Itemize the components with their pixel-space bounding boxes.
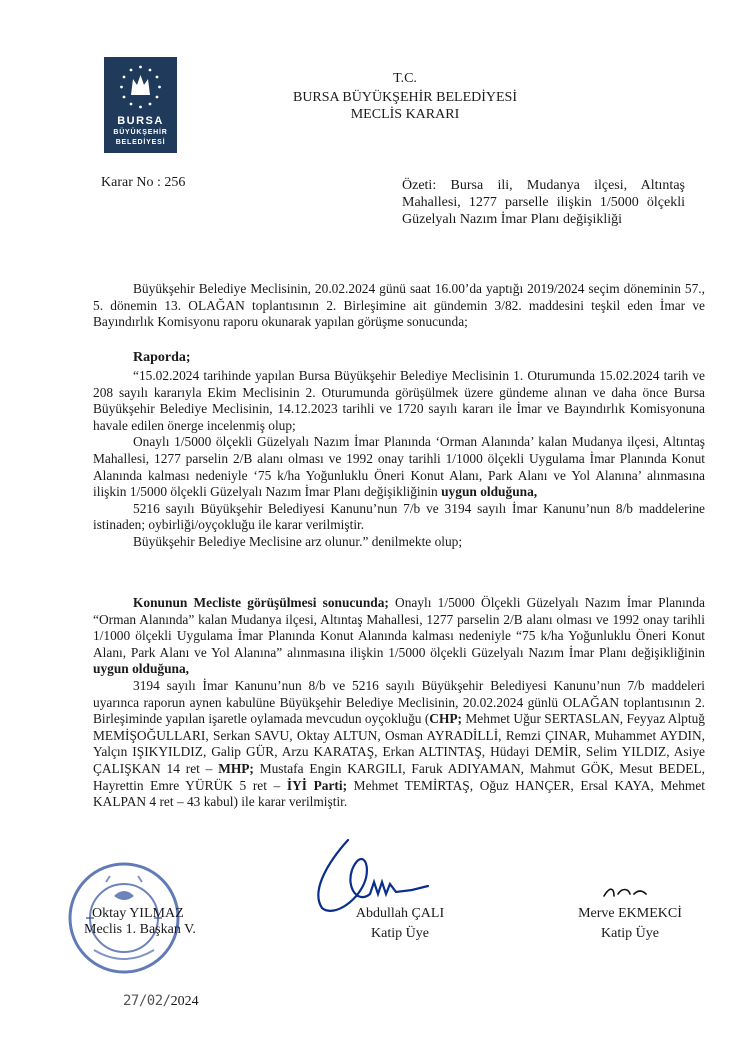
- header-tc: T.C.: [393, 71, 417, 86]
- council-paragraph-1: [93, 595, 705, 678]
- signer-center-role: Katip Üye: [371, 926, 429, 941]
- signer-right-role: Katip Üye: [601, 926, 659, 941]
- decision-number: Karar No : 256: [101, 175, 186, 190]
- signer-center-name: Abdullah ÇALI: [355, 906, 445, 921]
- signer-left-role: Meclis 1. Başkan V.: [84, 922, 196, 937]
- signer-right-name: Merve EKMEKCİ: [578, 906, 682, 921]
- decision-summary: Özeti: Bursa ili, Mudanya ilçesi, Altıntaş Mahallesi, 1277 parselle ilişkin 1/5000 ölçekli Güzelyalı Nazım İmar Planı değişikliği: [402, 178, 685, 227]
- signature-right-icon: [600, 884, 650, 902]
- report-paragraph-3: 5216 sayılı Büyükşehir Belediyesi Kanunu’nun 7/b ve 3194 sayılı İmar Kanunu’nun 8/b maddelerine istinaden; oybirliği/oyçokluğu ile karar verilmiştir.: [93, 500, 705, 533]
- council-paragraph-1-text: Onaylı 1/5000 Ölçekli Güzelyalı Nazım İmar Planında “Orman Alanında” kalan Mudanya ilçesi, Altıntaş Mahallesi, 1277 parselin 2/B alanı olması ve 1992 onay tarihli 1/1000 ölçekli Uygulama İmar Planında Konut Alanında kalması nedeniyle “75 k/ha Yoğunluklu Öneri Konut Alanı, Park Alanı ve Yol Alanına” alınmasına ilişkin 1/5000 ölçekli Güzelyalı Nazım İmar Planı değişikliğinin: [93, 595, 706, 660]
- intro-section: [93, 281, 705, 331]
- report-paragraph-2-text: Onaylı 1/5000 ölçekli Güzelyalı Nazım İmar Planında ‘Orman Alanında’ kalan Mudanya ilçesi, Altıntaş Mahallesi, 1277 parselin 2/B alanı olması ve 1992 onay tarihli 1/1000 ölçekli Uygulama İmar Planında Konut Alanında kalması nedeniyle ‘75 k/ha Yoğunluklu Öneri Konut Alanı, Park Alanı ve Yol Alanına’ alınmasına ilişkin 1/5000 ölçekli Güzelyalı Nazım İmar Planı değişikliğinin: [93, 434, 705, 500]
- header-institution: BURSA BÜYÜKŞEHİR BELEDİYESİ: [292, 90, 517, 105]
- report-paragraph-4: Büyükşehir Belediye Meclisine arz olunur.” denilmekte olup;: [133, 533, 463, 549]
- report-paragraph-2: [93, 434, 705, 500]
- header-document-type: MECLİS KARARI: [350, 107, 460, 122]
- party-chp: CHP;: [429, 711, 463, 727]
- party-chp-names: Mehmet Uğur SERTASLAN, Feyyaz Alptuğ MEMİŞOĞULLARI, Serkan SAVU, Oktay ALTUN, Osman AYRADİLLİ, Remzi ÇINAR, Muhammet AYDIN, Yalçın IŞIKYILDIZ, Galip GÜR, Arzu KARATAŞ, Erkan ALTINTAŞ, Hüdayi DEMİR, Selim YILDIZ, Asiye ÇALIŞKAN 14 ret –: [93, 711, 705, 776]
- date-year: 2024: [170, 994, 199, 1009]
- report-paragraph-1: “15.02.2024 tarihinde yapılan Bursa Büyükşehir Belediye Meclisinin 1. Oturumunda 15.02.2024 tarih ve 208 sayılı kararıyla Ekim Meclisinin 2. Oturumunda görüşülmek üzere gündeme alınan ve daha önce Bursa Büyükşehir Belediye Meclisinin, 14.12.2023 tarihli ve 1720 sayılı kararı ile İmar ve Bayındırlık Komisyonuna havale edilen önerge incelenmiş olup;: [93, 368, 705, 433]
- party-mhp-names: Mustafa Engin KARGILI, Faruk ADIYAMAN, Mahmut GÖK, Mesut BEDEL, Hayrettin Emre YÜRÜK 5 ret –: [93, 760, 705, 793]
- council-vote-text: 3194 sayılı İmar Kanunu’nun 8/b ve 5216 sayılı Büyükşehir Belediyesi Kanunu’nun 7/b maddeleri uyarınca raporun aynen kabulüne Büyükşehir Belediye Meclisinin, 20.02.2024 günlü OLAĞAN toplantısının 2. Birleşiminde yapılan işaretle oylamada mevcudun oyçokluğu (: [93, 677, 705, 727]
- intro-paragraph: Büyükşehir Belediye Meclisinin, 20.02.2024 günü saat 16.00’da yaptığı 2019/2024 seçim döneminin 57., 5. dönemin 13. OLAĞAN toplantısının 2. Birleşimine ait gündemin 3/82. maddesini teşkil eden İmar ve Bayındırlık Komisyonu raporu okunarak yapılan görüşme sonucunda;: [93, 281, 705, 330]
- logo-text-belediyesi: BELEDİYESİ: [115, 139, 166, 146]
- council-lead-bold: Konunun Mecliste görüşülmesi sonucunda;: [133, 595, 389, 610]
- logo-emblem-icon: [115, 61, 166, 113]
- signer-left-name: Oktay YILMAZ: [92, 906, 184, 921]
- council-decision-section: [93, 595, 705, 811]
- party-mhp: MHP;: [218, 760, 254, 776]
- party-iyi: İYİ Parti;: [286, 777, 348, 793]
- report-paragraph-2-bold: uygun olduğuna,: [441, 484, 538, 500]
- raporda-heading: Raporda;: [133, 350, 191, 365]
- report-section: [93, 368, 705, 551]
- party-iyi-names: Mehmet TEMİRTAŞ, Oğuz HANÇER, Ersal KAYA, Mehmet KALPAN 4 ret – 43 kabul) ile karar verilmiştir.: [93, 777, 705, 810]
- municipality-logo: [104, 57, 177, 153]
- council-paragraph-2: [93, 678, 705, 811]
- logo-text-buyuksehir: BÜYÜKŞEHİR: [113, 129, 168, 136]
- date-handwritten: 27/02/: [123, 993, 171, 1009]
- signature-date: [123, 993, 199, 1010]
- council-paragraph-1-bold: uygun olduğuna,: [93, 661, 190, 677]
- logo-text-bursa: BURSA: [117, 115, 164, 127]
